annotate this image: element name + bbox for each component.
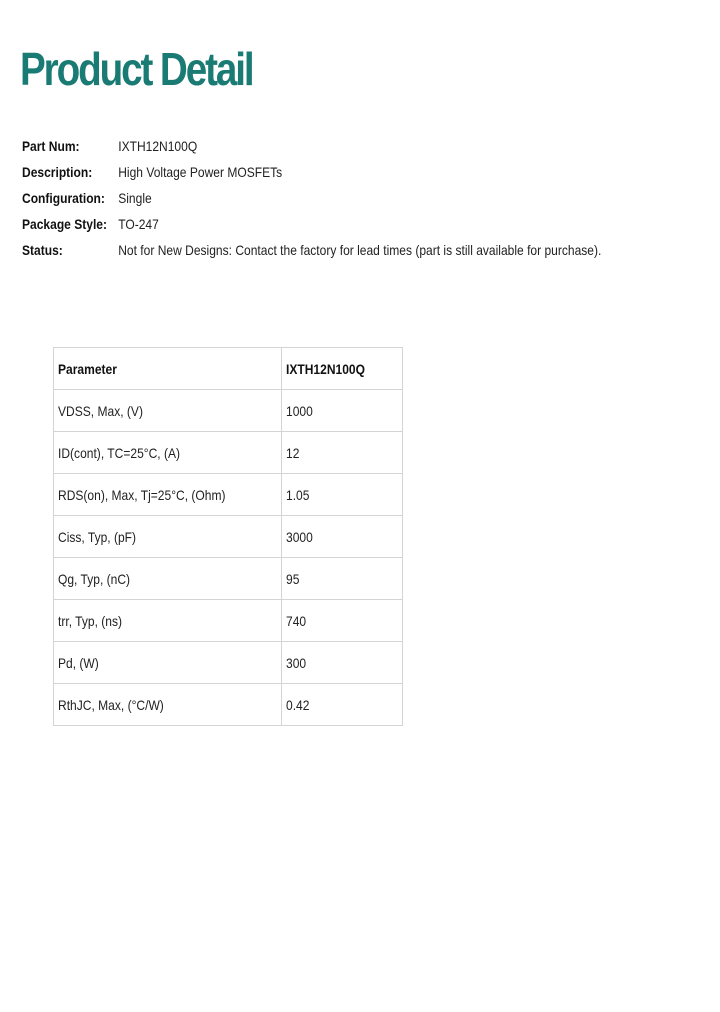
param-name: Pd, (W) (58, 654, 99, 671)
table-row (54, 432, 403, 474)
param-name: trr, Typ, (ns) (58, 612, 123, 629)
param-value: 1.05 (286, 486, 310, 503)
page-title: Product Detail (20, 43, 253, 95)
param-name: Ciss, Typ, (pF) (58, 528, 137, 545)
table-row (54, 558, 403, 600)
detail-row-description (22, 164, 601, 190)
param-name: RDS(on), Max, Tj=25°C, (Ohm) (58, 486, 226, 503)
product-details (22, 138, 696, 268)
param-value: 95 (286, 570, 300, 587)
table-cell (54, 684, 282, 726)
detail-row-configuration (22, 190, 601, 216)
header-part-number: IXTH12N100Q (286, 360, 365, 377)
param-value: 0.42 (286, 696, 310, 713)
table-cell (54, 642, 282, 684)
detail-label: Description: (22, 164, 93, 180)
detail-row-part-num (22, 138, 601, 164)
table-cell (54, 516, 282, 558)
table-cell (54, 558, 282, 600)
status-value: Not for New Designs: Contact the factory for lead times (part is still available for purchase). (118, 242, 602, 258)
param-value: 1000 (286, 402, 313, 419)
description-value: High Voltage Power MOSFETs (118, 164, 283, 180)
param-value: 740 (286, 612, 307, 629)
table-cell (54, 600, 282, 642)
param-value: 300 (286, 654, 307, 671)
table-row (54, 684, 403, 726)
configuration-value: Single (118, 190, 152, 206)
detail-label: Status: (22, 242, 63, 258)
table-cell (282, 474, 403, 516)
spec-table (53, 347, 403, 726)
package-style-value: TO-247 (118, 216, 159, 232)
table-row (54, 474, 403, 516)
table-cell (282, 516, 403, 558)
table-header-cell (282, 348, 403, 390)
table-cell (54, 474, 282, 516)
table-cell (282, 432, 403, 474)
param-name: Qg, Typ, (nC) (58, 570, 131, 587)
param-name: VDSS, Max, (V) (58, 402, 143, 419)
param-name: RthJC, Max, (°C/W) (58, 696, 164, 713)
param-name: ID(cont), TC=25°C, (A) (58, 444, 181, 461)
table-cell (282, 600, 403, 642)
detail-label: Part Num: (22, 138, 80, 154)
table-row (54, 516, 403, 558)
header-parameter: Parameter (58, 360, 117, 377)
detail-row-status (22, 242, 601, 268)
table-cell (54, 390, 282, 432)
detail-label: Configuration: (22, 190, 105, 206)
param-value: 12 (286, 444, 300, 461)
table-row (54, 390, 403, 432)
table-row (54, 642, 403, 684)
table-cell (282, 558, 403, 600)
table-cell (54, 432, 282, 474)
part-num-value: IXTH12N100Q (118, 138, 198, 154)
table-cell (282, 684, 403, 726)
detail-label: Package Style: (22, 216, 108, 232)
table-header-cell (54, 348, 282, 390)
table-header-row (54, 348, 403, 390)
table-cell (282, 642, 403, 684)
detail-row-package-style (22, 216, 601, 242)
param-value: 3000 (286, 528, 313, 545)
table-cell (282, 390, 403, 432)
table-row (54, 600, 403, 642)
